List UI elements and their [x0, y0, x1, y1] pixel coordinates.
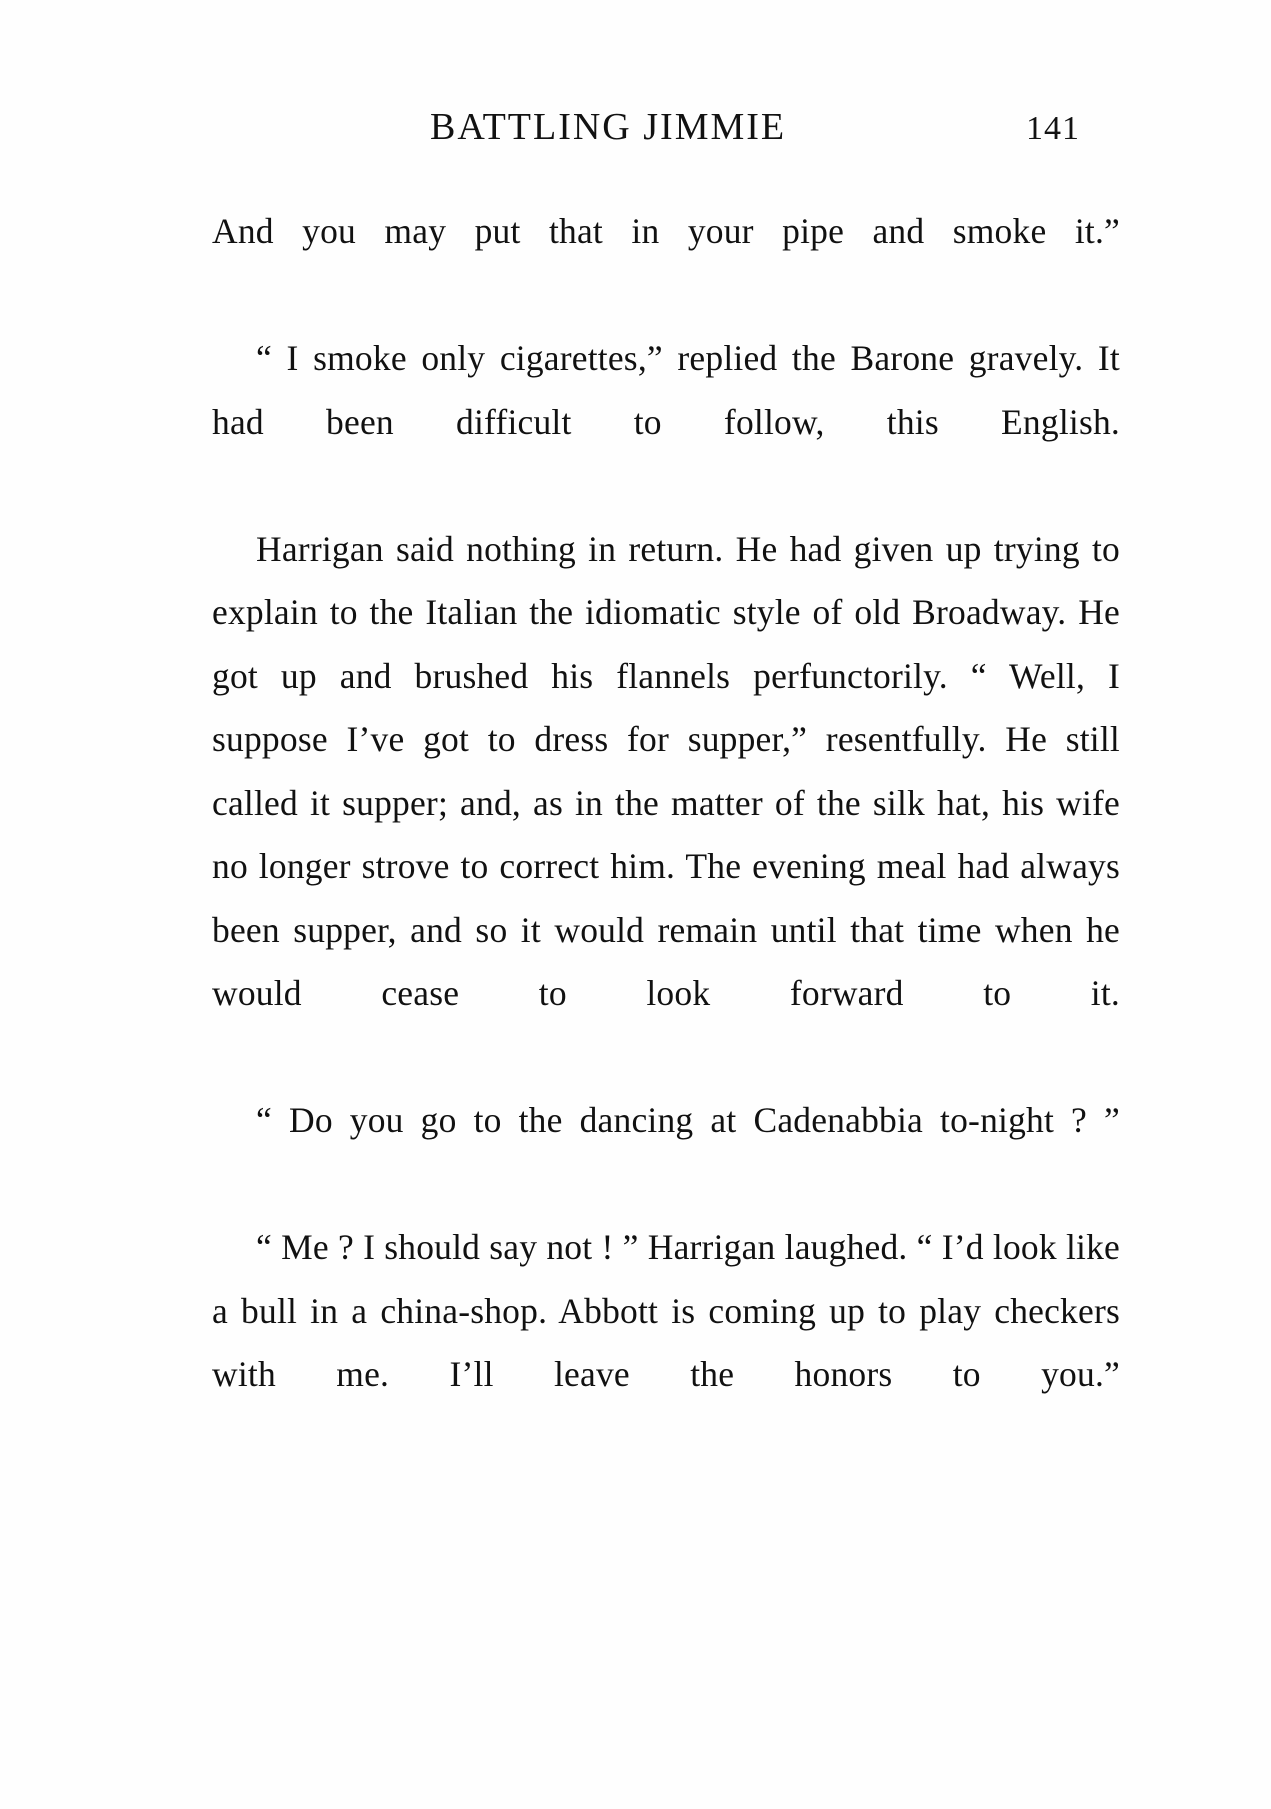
paragraph: “ Me ? I should say not ! ” Harrigan laughed. “ I’d look like a bull in a china-shop. Abbott is coming up to play checkers with me. I’ll leave the honors to you.”: [212, 1227, 1120, 1394]
paragraph: “ I smoke only cigarettes,” replied the Barone gravely. It had been difficult to follow, this English.: [212, 338, 1120, 442]
running-title: BATTLING JIMMIE: [430, 106, 787, 148]
page-number: 141: [1026, 110, 1080, 147]
paragraph: “ Do you go to the dancing at Cadenabbia to-night ? ”: [256, 1100, 1120, 1140]
page-body: [212, 200, 1120, 1470]
page-header: [210, 105, 1090, 149]
paragraph: And you may put that in your pipe and smoke it.”: [212, 211, 1120, 251]
paragraph: Harrigan said nothing in return. He had given up trying to explain to the Italian the idiomatic style of old Broadway. He got up and brushed his flannels perfunctorily. “ Well, I suppose I’ve got to dress for supper,” resentfully. He still called it supper; and, as in the matter of the silk hat, his wife no longer strove to correct him. The evening meal had always been supper, and so it would remain until that time when he would cease to look forward to it.: [212, 528, 1120, 1013]
